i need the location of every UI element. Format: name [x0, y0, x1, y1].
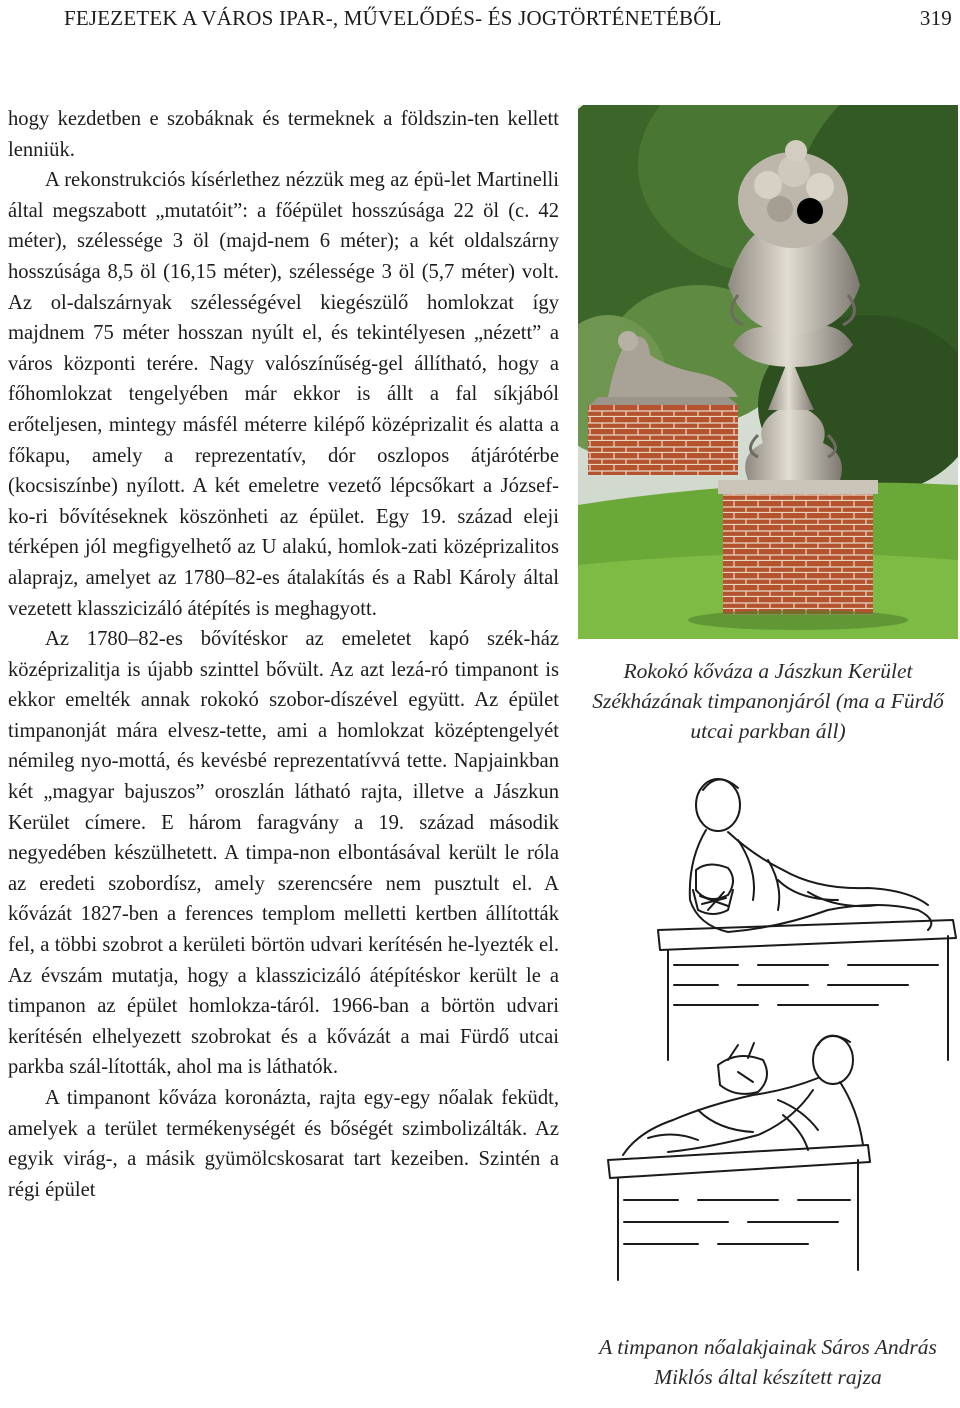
page-number: 319: [919, 6, 952, 30]
figures-drawing: [578, 760, 958, 1320]
vase-photo: [578, 105, 958, 639]
paragraph: Az 1780–82-es bővítéskor az emeletet kapó szék-ház középrizalitja is újabb szinttel bővült. Az azt lezá-ró timpanont is ekkor emelték annak rokokó szobor-díszével együtt. Az épület timpanonját mára elvesz-tette, ami a homlokzat középtengelyét némileg nyo-mottá, és kevésbé reprezentatívvá tette. Napjainkban két „magyar bajuszos” oroszlán látható rajta, illetve a Jászkun Kerület címere. E három faragvány a 19. század második negyedében készülhetett. A timpa-non elbontásával került le róla az eredeti szobordísz, amely szerencsére nem pusztult el. A kővázát 1827-ben a ferences templom melletti kertben állították fel, a többi szobrot a kerületi börtön udvari kerítésén he-lyezték el. Az évszám mutatja, hogy a klasszicizáló átépítéskor került le a timpanon az épület homlokza-táról. 1966-ban a börtön udvari kerítésén elhelyezett szobrokat és a kővázát a mai Fürdő utcai parkba szál-lították, ahol ma is láthatók.: [8, 628, 559, 1079]
chapter-title: FEJEZETEK A VÁROS IPAR-, MŰVELŐDÉS- ÉS JOGTÖRTÉNETÉBŐL: [64, 6, 722, 30]
drawing-caption: A timpanon nőalakjainak Sáros András Miklós által készített rajza: [599, 1335, 937, 1389]
paragraph: A rekonstrukciós kísérlethez nézzük meg az épü-let Martinelli által megszabott „mutatóit”: a főépület hosszúsága 22 öl (c. 42 méter), szélessége 3 öl (majd-nem 6 méter); a két oldalszárny hosszúsága 8,5 öl (16,15 méter), szélessége 3 öl (5,7 méter) volt. Az ol-dalszárnyak szélességével kiegészülő homlokzat így majdnem 75 méter hosszan nyúlt el, és tekintélyesen „nézett” a város központi terére. Nagy valószínűség-gel állítható, hogy a főhomlokzat tengelyében már ekkor is állt a fal síkjából erőteljesen, mintegy másfél méterre kilépő középrizalit és alatta a főkapu, amely a reprezentatív, dór oszlopos átjárótérbe (kocsiszínbe) nyílott. A két emeletre vezető lépcsőkart a József-ko-ri bővítéseknek köszönheti az épület. Egy 19. század eleji térképen jól megfigyelhető az U alakú, homlok-zati középrizalitos alaprajz, amelyet az 1780–82-es átalakítás és a Rabl Károly által vezetett klasszicizáló átépítés is meghagyott.: [8, 169, 559, 620]
figures-line-drawing: [578, 760, 958, 1320]
running-header: [8, 6, 952, 38]
paragraph: A timpanont kőváza koronázta, rajta egy-egy nőalak feküdt, amelyek a terület termékenységét és bőségét szimbolizálták. Az egyik virág-, a másik gyümölcskosarat tart kezeiben. Szintén a régi épület: [8, 1087, 559, 1201]
body-text: [8, 104, 559, 1205]
vase-photo-illustration: [578, 105, 958, 639]
paragraph: hogy kezdetben e szobáknak és termeknek a földszin-ten kellett lenniük.: [8, 108, 559, 161]
photo-caption: Rokokó kőváza a Jászkun Kerület Székházának timpanonjáról (ma a Fürdő utcai parkban áll): [592, 659, 944, 743]
